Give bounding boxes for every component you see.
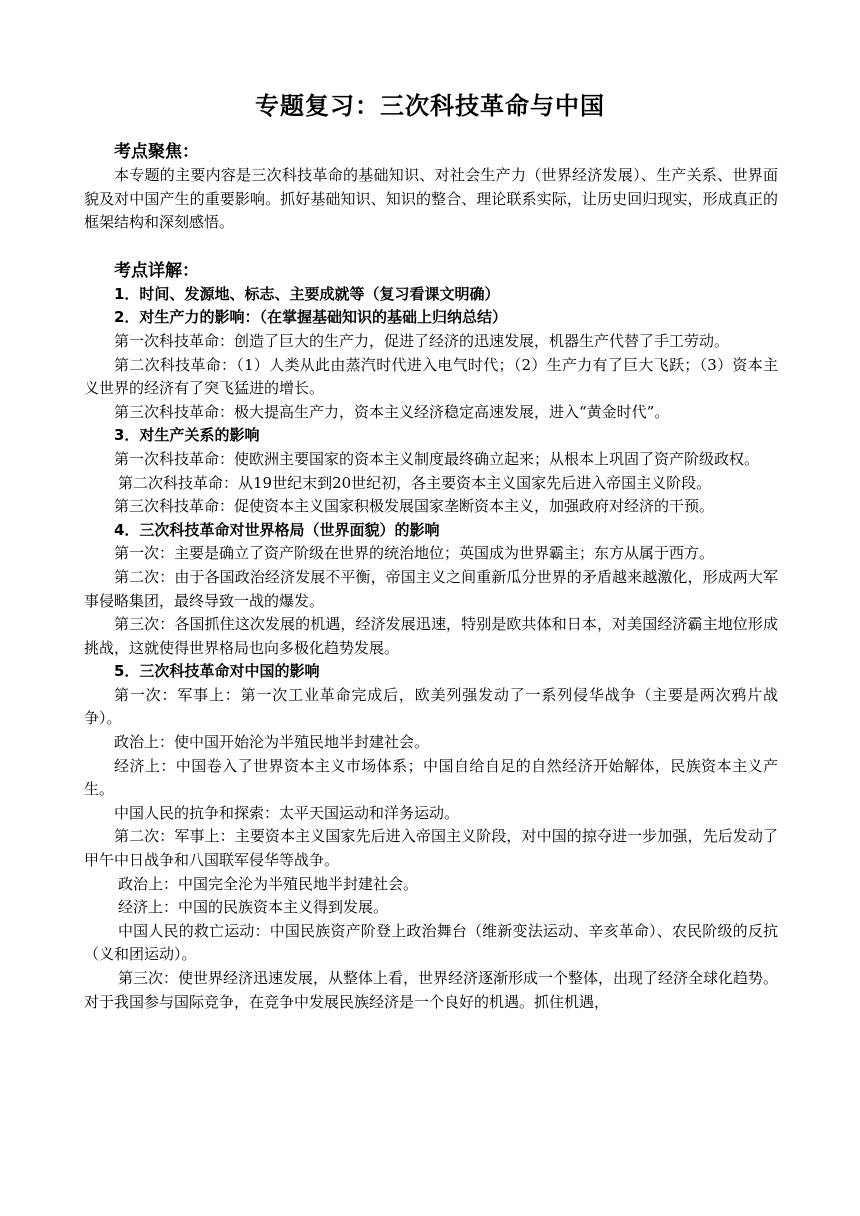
paragraph: 第一次：军事上：第一次工业革命完成后，欧美列强发动了一系列侵华战争（主要是两次鸦片战争）。 xyxy=(84,685,778,728)
paragraph: 第二次科技革命：从19世纪末到20世纪初，各主要资本主义国家先后进入帝国主义阶段。 xyxy=(118,473,712,492)
paragraph: 第二次：军事上：主要资本主义国家先后进入帝国主义阶段，对中国的掠夺进一步加强，先后发动了甲午中日战争和八国联军侵华等战争。 xyxy=(84,827,778,870)
paragraph: 第二次科技革命：（1）人类从此由蒸汽时代进入电气时代；（2）生产力有了巨大飞跃；（3）资本主义世界的经济有了突飞猛进的增长。 xyxy=(84,355,778,398)
paragraph: 第三次：使世界经济迅速发展，从整体上看，世界经济逐渐形成一个整体，出现了经济全球化趋势。对于我国参与国际竞争，在竞争中发展民族经济是一个良好的机遇。抓住机遇， xyxy=(84,969,779,1011)
spacer xyxy=(84,235,778,259)
section-1-heading: 1．时间、发源地、标志、主要成就等（复习看课文明确） xyxy=(114,284,500,303)
paragraph: 第一次科技革命：创造了巨大的生产力，促进了经济的迅速发展，机器生产代替了手工劳动。 xyxy=(114,331,730,350)
focus-paragraph: 本专题的主要内容是三次科技革命的基础知识、对社会生产力（世界经济发展）、生产关系、世界面貌及对中国产生的重要影响。抓好基础知识、知识的整合、理论联系实际，让历史回归现实，形成真正的框架结构和深刻感悟。 xyxy=(84,166,778,232)
section-4-heading: 4．三次科技革命对世界格局（世界面貌）的影响 xyxy=(114,520,440,539)
page-title: 专题复习：三次科技革命与中国 xyxy=(255,92,605,120)
paragraph: 第二次：由于各国政治经济发展不平衡，帝国主义之间重新瓜分世界的矛盾越来越激化，形成两大军事侵略集团，最终导致一战的爆发。 xyxy=(84,567,778,610)
section-2-heading: 2．对生产力的影响：（在掌握基础知识的基础上归纳总结） xyxy=(114,308,507,327)
paragraph: 第一次科技革命：使欧洲主要国家的资本主义制度最终确立起来；从根本上巩固了资产阶级政权。 xyxy=(114,449,760,468)
paragraph: 中国人民的救亡运动：中国民族资产阶登上政治舞台（维新变法运动、辛亥革命）、农民阶级的反抗（义和团运动）。 xyxy=(84,921,778,964)
paragraph: 第一次：主要是确立了资产阶级在世界的统治地位；英国成为世界霸主；东方从属于西方。 xyxy=(114,544,715,563)
section-3-heading: 3．对生产关系的影响 xyxy=(114,426,260,445)
paragraph: 第三次：各国抓住这次发展的机遇，经济发展迅速，特别是欧共体和日本，对美国经济霸主地位形成挑战，这就使得世界格局也向多极化趋势发展。 xyxy=(84,615,778,657)
paragraph: 政治上：中国完全沦为半殖民地半封建社会。 xyxy=(118,874,419,893)
paragraph: 第三次科技革命：促使资本主义国家积极发展国家垄断资本主义，加强政府对经济的干预。 xyxy=(114,497,715,516)
document-body xyxy=(84,140,778,1014)
focus-heading: 考点聚焦： xyxy=(114,142,199,162)
paragraph: 中国人民的抗争和探索：太平天国运动和洋务运动。 xyxy=(114,803,460,822)
section-5-heading: 5．三次科技革命对中国的影响 xyxy=(114,662,320,681)
detail-heading: 考点详解： xyxy=(114,260,199,281)
paragraph: 第三次科技革命：极大提高生产力，资本主义经济稳定高速发展，进入“黄金时代”。 xyxy=(114,402,670,421)
paragraph: 经济上：中国的民族资本主义得到发展。 xyxy=(118,898,389,917)
paragraph: 政治上：使中国开始沦为半殖民地半封建社会。 xyxy=(114,733,430,752)
paragraph: 经济上：中国卷入了世界资本主义市场体系；中国自给自足的自然经济开始解体，民族资本主义产生。 xyxy=(84,756,778,799)
